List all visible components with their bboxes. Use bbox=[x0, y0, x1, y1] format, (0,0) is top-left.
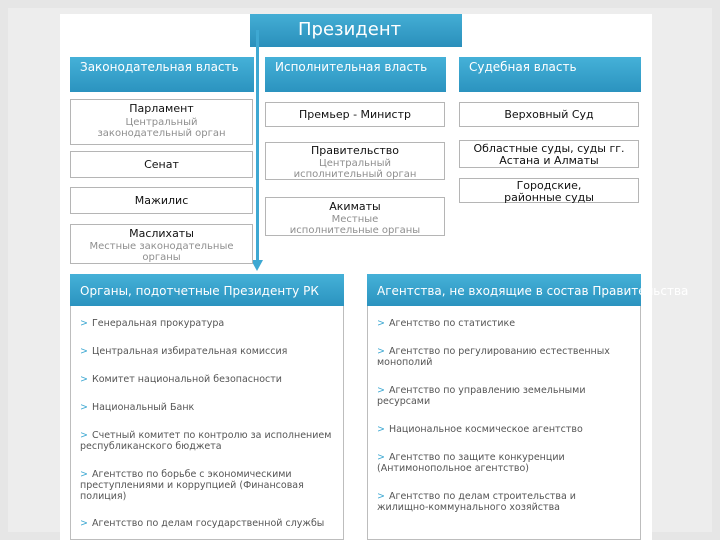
president-box: Президент bbox=[250, 14, 462, 47]
chevron-right-icon: > bbox=[377, 491, 385, 502]
left-panel bbox=[70, 306, 344, 540]
chevron-right-icon: > bbox=[80, 402, 88, 413]
box-mazhilis bbox=[70, 187, 253, 214]
chevron-right-icon: > bbox=[80, 346, 88, 357]
list-item: > Комитет национальной безопасности bbox=[80, 374, 282, 385]
judicial-header: Судебная власть bbox=[459, 57, 641, 92]
box-title: Правительство bbox=[311, 144, 399, 157]
box-akimats bbox=[265, 197, 445, 236]
box-subtitle: Местные законодательные органы bbox=[89, 241, 234, 263]
list-item: > Центральная избирательная комиссия bbox=[80, 346, 288, 357]
box-parliament bbox=[70, 99, 253, 145]
list-item: > Национальное космическое агентство bbox=[377, 424, 583, 435]
connector-line bbox=[256, 30, 259, 262]
chevron-right-icon: > bbox=[80, 318, 88, 329]
box-title: Парламент bbox=[129, 102, 194, 115]
box-title: Сенат bbox=[144, 158, 179, 171]
list-item: > Национальный Банк bbox=[80, 402, 195, 413]
box-title: Премьер - Министр bbox=[299, 108, 411, 121]
legislative-header: Законодательная власть bbox=[70, 57, 254, 92]
list-item: > Агентство по статистике bbox=[377, 318, 516, 329]
left-panel-header: Органы, подотчетные Президенту РК bbox=[70, 274, 344, 306]
list-item: > Агентство по делам государственной службы bbox=[80, 518, 325, 529]
list-item: > Агентство по регулированию естественных монополий bbox=[377, 346, 610, 368]
box-title: Маслихаты bbox=[129, 227, 194, 240]
box-title: Мажилис bbox=[134, 194, 189, 207]
list-item: > Агентство по защите конкуренции (Антимонопольное агентство) bbox=[377, 452, 565, 474]
box-regional-courts bbox=[459, 140, 639, 168]
box-maslikhaty bbox=[70, 224, 253, 264]
chevron-right-icon: > bbox=[377, 452, 385, 463]
box-city-courts bbox=[459, 178, 639, 203]
list-item: > Агентство по борьбе с экономическими преступлениями и коррупцией (Финансовая полиция) bbox=[80, 469, 304, 502]
list-item: > Генеральная прокуратура bbox=[80, 318, 225, 329]
chevron-right-icon: > bbox=[377, 424, 385, 435]
chevron-right-icon: > bbox=[80, 430, 88, 441]
chevron-right-icon: > bbox=[80, 518, 88, 529]
chevron-right-icon: > bbox=[80, 469, 88, 480]
box-government bbox=[265, 142, 445, 180]
box-senate bbox=[70, 151, 253, 178]
box-subtitle: Центральный исполнительный орган bbox=[293, 158, 417, 180]
list-item: > Агентство по управлению земельными ресурсами bbox=[377, 385, 586, 407]
box-title: Акиматы bbox=[329, 200, 381, 213]
list-item: > Счетный комитет по контролю за исполнением республиканского бюджета bbox=[80, 430, 332, 452]
chevron-right-icon: > bbox=[377, 346, 385, 357]
chevron-right-icon: > bbox=[80, 374, 88, 385]
box-subtitle: Местные исполнительные органы bbox=[289, 214, 421, 236]
box-subtitle: Центральный законодательный орган bbox=[97, 117, 226, 139]
box-title: Городские, районные суды bbox=[504, 179, 594, 204]
box-supreme-court bbox=[459, 102, 639, 127]
list-item: > Агентство по делам строительства и жилищно-коммунального хозяйства bbox=[377, 491, 576, 513]
executive-header: Исполнительная власть bbox=[265, 57, 446, 92]
chevron-right-icon: > bbox=[377, 318, 385, 329]
box-title: Областные суды, суды гг. Астана и Алматы bbox=[473, 142, 625, 167]
chevron-right-icon: > bbox=[377, 385, 385, 396]
right-panel-header: Агентства, не входящие в состав Правительства bbox=[367, 274, 641, 306]
box-title: Верховный Суд bbox=[504, 108, 594, 121]
box-prime-minister bbox=[265, 102, 445, 127]
